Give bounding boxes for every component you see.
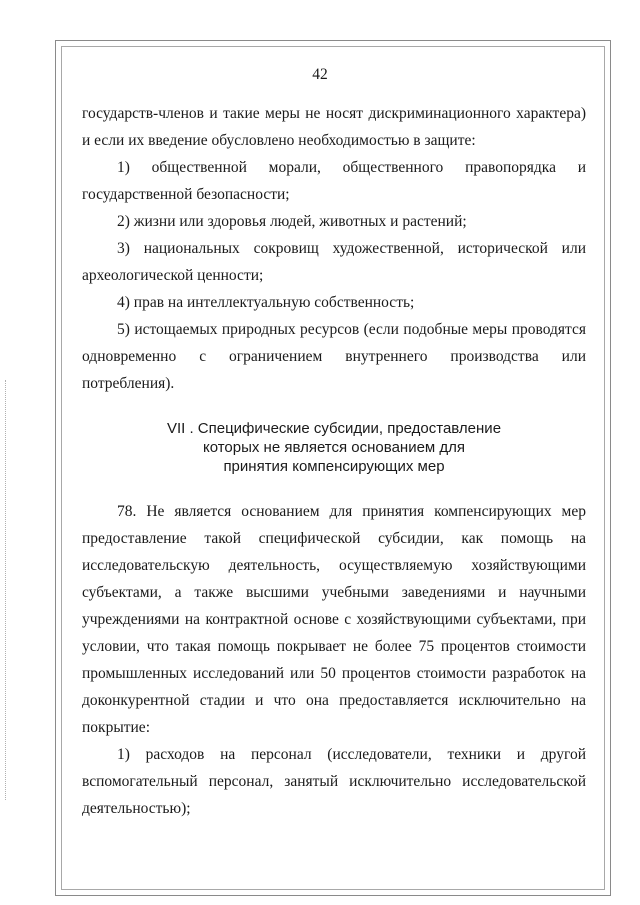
list-item-3: 3) национальных сокровищ художественной, исторической или археологической ценности;: [82, 240, 586, 284]
page-number: 42: [312, 66, 328, 83]
list-item-78-1: 1) расходов на персонал (исследователи, техники и другой вспомогательный персонал, занятый исключительно исследовательской деятельностью);: [82, 746, 586, 817]
section-heading-line-1: VII . Специфические субсидии, предоставление: [166, 420, 502, 437]
list-item-5: 5) истощаемых природных ресурсов (если подобные меры проводятся одновременно с ограничением внутреннего производства или потребления).: [82, 321, 586, 392]
paragraph-continuation: государств-членов и такие меры не носят дискриминационного характера) и если их введение обусловлено необходимостью в защите:: [82, 105, 586, 149]
paragraph-78: 78. Не является основанием для принятия компенсирующих мер предоставление такой специфической субсидии, как помощь на исследовательскую деятельность, осуществляемую хозяйствующими субъектами, а также высшими учебными заведениями и научными учреждениями на контрактной основе с хозяйствующими субъектами, при условии, что такая помощь покрывает не более 75 процентов стоимости промышленных исследований или 50 процентов стоимости разработок на доконкурентной стадии и что она предоставляется исключительно на покрытие:: [82, 503, 586, 736]
list-item-4: 4) прав на интеллектуальную собственность;: [117, 294, 415, 311]
section-heading: [82, 419, 586, 476]
list-item-1: 1) общественной морали, общественного правопорядка и государственной безопасности;: [82, 159, 586, 203]
document-body: [82, 100, 586, 822]
section-heading-line-2: которых не является основанием для: [202, 439, 466, 456]
section-heading-line-3: принятия компенсирующих мер: [223, 458, 445, 475]
list-item-2: 2) жизни или здоровья людей, животных и растений;: [117, 213, 467, 230]
scan-edge-marks: [5, 380, 8, 800]
